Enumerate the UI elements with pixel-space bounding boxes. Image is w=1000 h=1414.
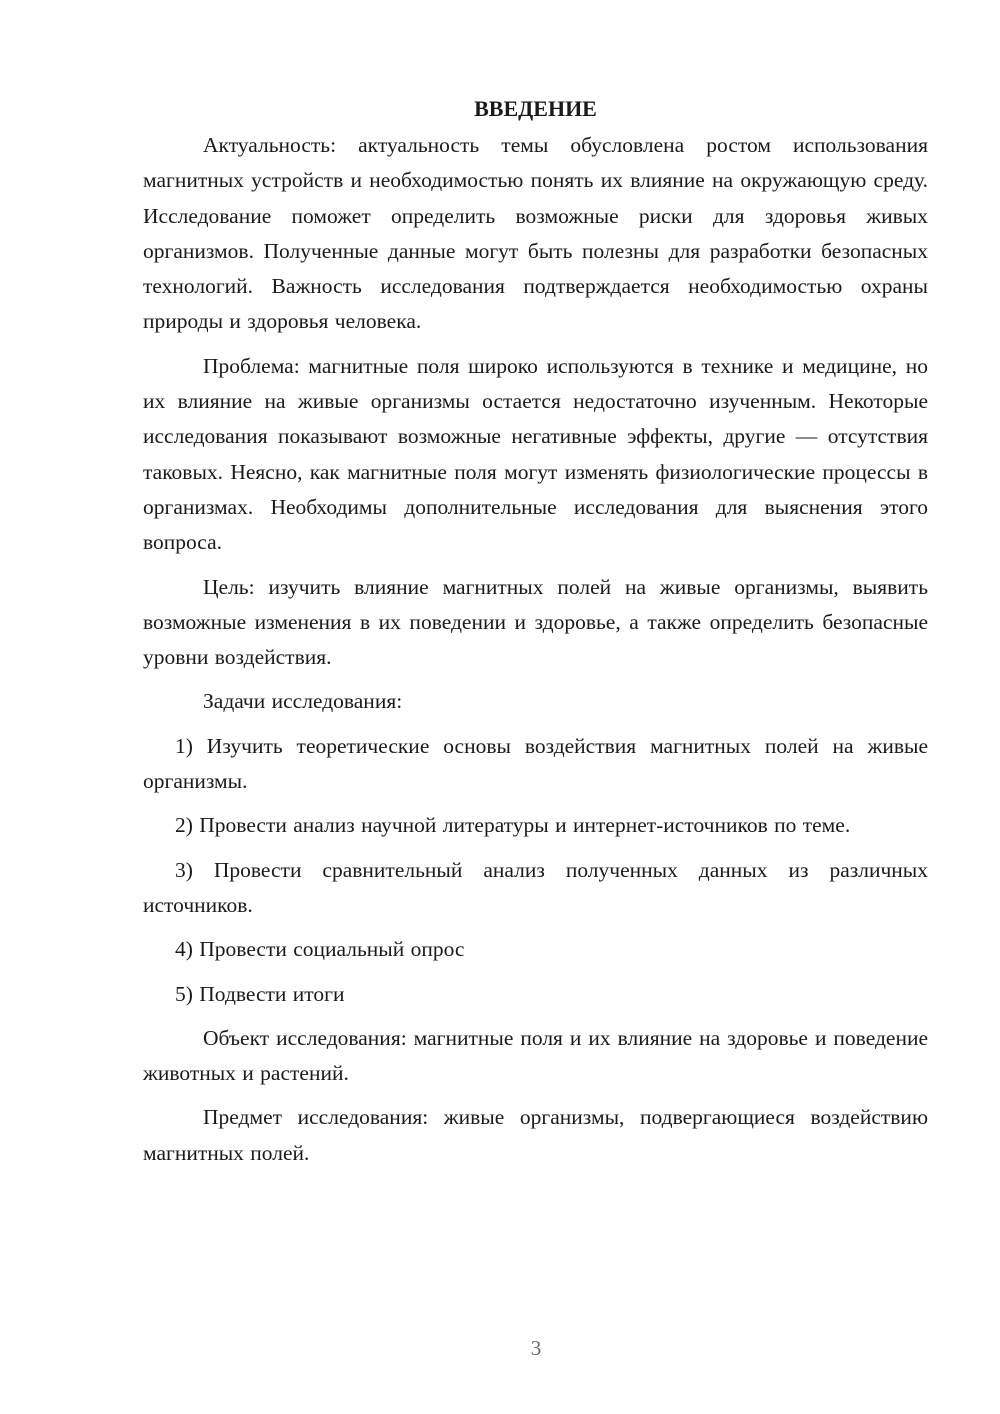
task-item-2: 2) Провести анализ научной литературы и интернет-источников по теме. xyxy=(175,813,851,838)
task-item-3: 3) Провести сравнительный анализ полученных данных из различных источников. xyxy=(143,857,928,917)
tasks-heading: Задачи исследования: xyxy=(203,689,403,714)
task-item-5: 5) Подвести итоги xyxy=(175,981,345,1006)
page-number: 3 xyxy=(530,1336,542,1360)
subject-paragraph: Предмет исследования: живые организмы, подвергающиеся воздействию магнитных полей. xyxy=(143,1105,928,1165)
goal-paragraph: Цель: изучить влияние магнитных полей на живые организмы, выявить возможные изменения в их поведении и здоровье, а также определить безопасные уровни воздействия. xyxy=(143,574,928,670)
task-item-4: 4) Провести социальный опрос xyxy=(175,937,465,962)
problem-paragraph: Проблема: магнитные поля широко используются в технике и медицине, но их влияние на живые организмы остается недостаточно изученным. Некоторые исследования показывают возможные негативные эффекты, другие — отсутствия таковых. Неясно, как магнитные поля могут изменять физиологические процессы в организмах. Необходимы дополнительные исследования для выяснения этого вопроса. xyxy=(143,353,928,555)
relevance-paragraph: Актуальность: актуальность темы обусловлена ростом использования магнитных устройств и необходимостью понять их влияние на окружающую среду. Исследование поможет определить возможные риски для здоровья живых организмов. Полученные данные могут быть полезны для разработки безопасных технологий. Важность исследования подтверждается необходимостью охраны природы и здоровья человека. xyxy=(143,133,928,334)
page-content xyxy=(143,94,928,1171)
section-title: ВВЕДЕНИЕ xyxy=(474,96,597,121)
object-paragraph: Объект исследования: магнитные поля и их влияние на здоровье и поведение животных и растений. xyxy=(143,1025,928,1086)
task-item-1: 1) Изучить теоретические основы воздействия магнитных полей на живые организмы. xyxy=(143,733,928,794)
